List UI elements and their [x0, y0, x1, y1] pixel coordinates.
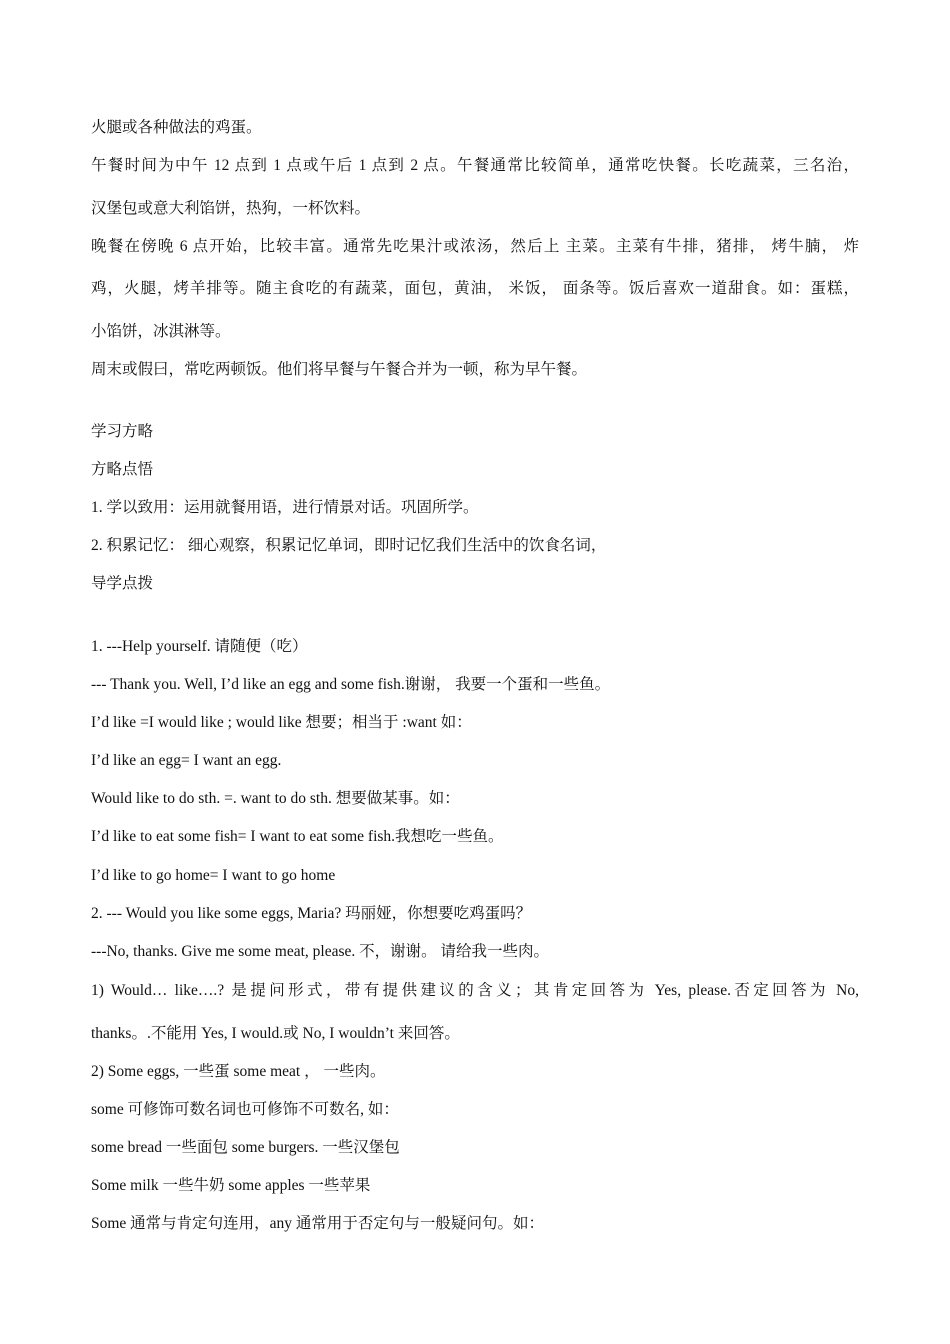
text-line: ---No, thanks. Give me some meat, please. 不，谢谢。 请给我一些肉。	[91, 942, 550, 960]
text-line: 2) Some eggs, 一些蛋 some meat ， 一些肉。	[91, 1062, 386, 1080]
text-line: 汉堡包或意大利馅饼，热狗，一杯饮料。	[91, 199, 371, 217]
text-line: 鸡，火腿，烤羊排等。随主食吃的有蔬菜，面包，黄油， 米饭， 面条等。饭后喜欢一道甜食。如：蛋糕，	[91, 279, 859, 297]
text-line: some bread 一些面包 some burgers. 一些汉堡包	[91, 1138, 400, 1156]
text-line: Some milk 一些牛奶 some apples 一些苹果	[91, 1176, 371, 1194]
text-line: I’d like to go home= I want to go home	[91, 866, 336, 884]
text-line: --- Thank you. Well, I’d like an egg and some fish.谢谢， 我要一个蛋和一些鱼。	[91, 675, 611, 693]
text-line: 火腿或各种做法的鸡蛋。	[91, 118, 262, 136]
text-line: 周末或假曰，常吃两顿饭。他们将早餐与午餐合并为一顿，称为早午餐。	[91, 360, 588, 378]
text-line: I’d like an egg= I want an egg.	[91, 751, 282, 769]
text-line: I’d like =I would like ; would like 想要；相当于 :want 如：	[91, 713, 472, 731]
text-line: 1) Would… like….? 是提问形式，带有提供建议的含义；其肯定回答为 Yes, please.否定回答为 No,	[91, 981, 859, 999]
section-heading: 方略点悟	[91, 460, 154, 478]
text-line: 小馅饼，冰淇淋等。	[91, 322, 231, 340]
text-line: thanks。.不能用 Yes, I would.或 No, I wouldn’t 来回答。	[91, 1024, 460, 1042]
section-heading: 导学点拨	[91, 574, 154, 592]
text-line: 午餐时间为中午 12 点到 1 点或午后 1 点到 2 点。午餐通常比较简单，通常吃快餐。长吃蔬菜，三名治，	[91, 156, 859, 174]
text-line: Would like to do sth. =. want to do sth. 想要做某事。如：	[91, 789, 460, 807]
text-line: 2. 积累记忆： 细心观察，积累记忆单词，即时记忆我们生活中的饮食名词，	[91, 536, 607, 554]
text-line: some 可修饰可数名词也可修饰不可数名, 如：	[91, 1100, 399, 1118]
text-line: Some 通常与肯定句连用，any 通常用于否定句与一般疑问句。如：	[91, 1214, 544, 1232]
text-line: 2. --- Would you like some eggs, Maria? 玛丽娅，你想要吃鸡蛋吗？	[91, 904, 532, 922]
text-line: I’d like to eat some fish= I want to eat some fish.我想吃一些鱼。	[91, 827, 504, 845]
text-line: 1. 学以致用：运用就餐用语，进行情景对话。巩固所学。	[91, 498, 479, 516]
section-heading: 学习方略	[91, 422, 154, 440]
text-line: 1. ---Help yourself. 请随便（吃）	[91, 637, 308, 655]
text-line: 晚餐在傍晚 6 点开始，比较丰富。通常先吃果汁或浓汤，然后上 主菜。主菜有牛排，猪排， 烤牛腩， 炸	[91, 237, 859, 255]
